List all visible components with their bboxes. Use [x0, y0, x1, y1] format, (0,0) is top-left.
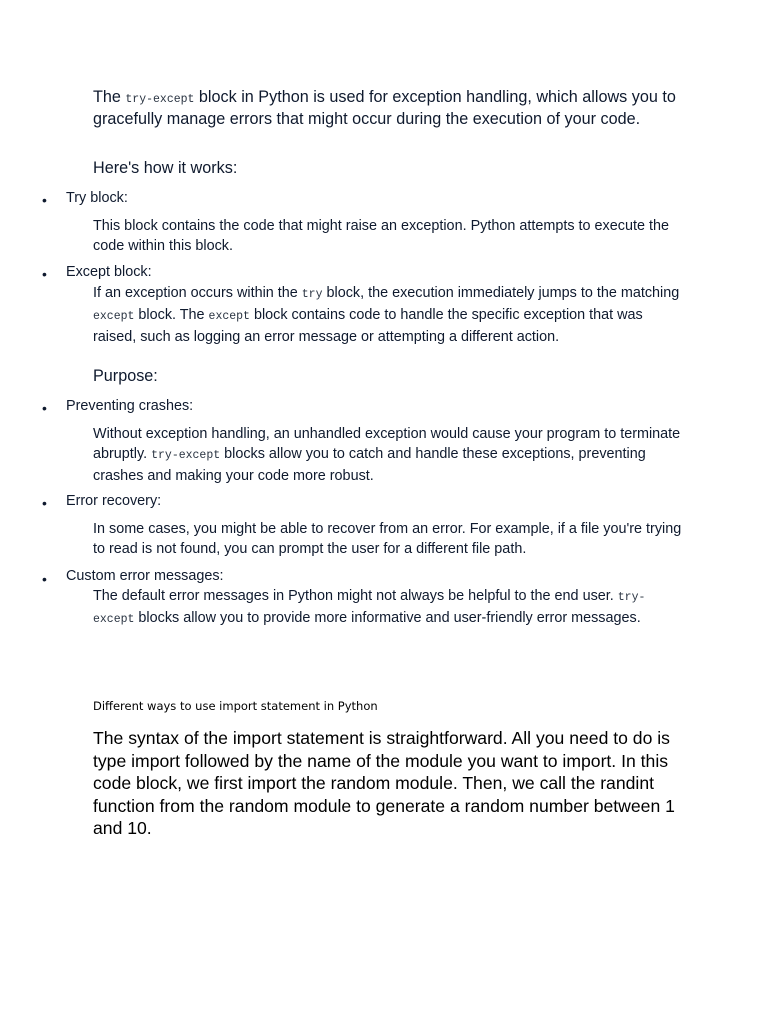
bullet-label-except-block: Except block: [66, 264, 152, 280]
inline-code-except: except [208, 310, 250, 323]
preventing-text-2: blocks allow you to catch and handle these exceptions, preventing crashes and making your code more robust. [93, 446, 646, 484]
bullet-dot: • [42, 495, 47, 511]
error-recovery-description: In some cases, you might be able to recover from an error. For example, if a file you're trying to read is not found, you can prompt the user for a different file path. [93, 521, 682, 557]
bullet-label-preventing-crashes: Preventing crashes: [66, 398, 194, 414]
custom-text-2: blocks allow you to provide more informative and user-friendly error messages. [134, 610, 641, 626]
bullet-label-error-recovery: Error recovery: [66, 493, 162, 509]
custom-text-1: The default error messages in Python might not always be helpful to the end user. [93, 588, 618, 604]
bullet-dot: • [42, 400, 47, 416]
custom-error-messages-description [93, 586, 683, 630]
inline-code-try-except: try-except [151, 449, 221, 462]
intro-text-rest: block in Python is used for exception handling, which allows you to gracefully manage errors that might occur during the execution of your code. [93, 88, 676, 128]
inline-code-try-except: try-except [93, 591, 646, 626]
inline-code-try: try [301, 288, 323, 301]
except-text-1: If an exception occurs within the [93, 285, 302, 301]
bullet-label-custom-error-messages: Custom error messages: [66, 568, 224, 584]
intro-text-start: The [93, 88, 126, 106]
preventing-text-1: Without exception handling, an unhandled exception would cause your program to terminate abruptly. [93, 426, 681, 462]
except-block-description [93, 283, 683, 347]
how-it-works-heading: Here's how it works: [93, 159, 238, 177]
preventing-crashes-description [93, 424, 683, 486]
bullet-dot: • [42, 266, 47, 282]
except-text-4: block contains code to handle the specific exception that was raised, such as logging an error message or attempting a different action. [93, 307, 643, 345]
purpose-heading: Purpose: [93, 367, 158, 385]
bullet-dot: • [42, 571, 47, 587]
except-text-3: block. The [134, 307, 209, 323]
inline-code-try-except: try-except [125, 93, 195, 106]
bullet-dot: • [42, 192, 47, 208]
bullet-label-try-block: Try block: [66, 190, 128, 206]
import-paragraph: The syntax of the import statement is straightforward. All you need to do is type import followed by the name of the module you want to import. In this code block, we first import the random module. Then, we call the randint function from the random module to generate a random number between 1 and 10. [93, 728, 675, 839]
try-block-description: This block contains the code that might raise an exception. Python attempts to execute the code within this block. [93, 218, 669, 254]
except-text-2: block, the execution immediately jumps to the matching [322, 285, 680, 301]
intro-paragraph [93, 88, 683, 129]
inline-code-except: except [93, 310, 135, 323]
import-section-heading: Different ways to use import statement in Python [93, 699, 378, 713]
